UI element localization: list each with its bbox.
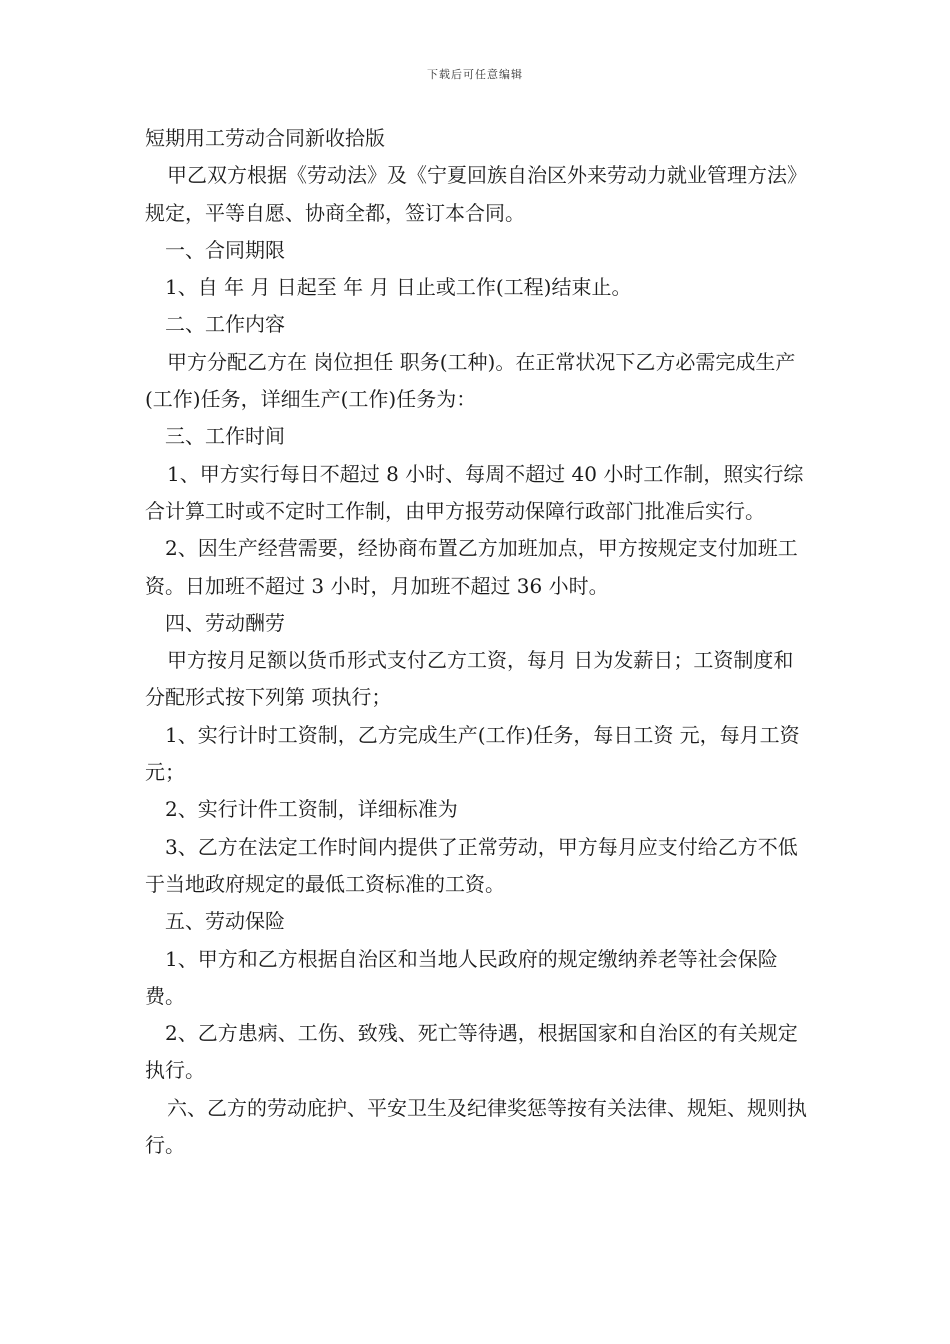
page-header-note: 下载后可任意编辑 (427, 68, 523, 81)
clause-4-3: 3、乙方在法定工作时间内提供了正常劳动，甲方每月应支付给乙方不低于当地政府规定的最低工资标准的工资。 (145, 834, 798, 896)
clause-5-1: 1、甲方和乙方根据自治区和当地人民政府的规定缴纳养老等社会保险费。 (145, 946, 778, 1008)
clause-4-1: 1、实行计时工资制，乙方完成生产(工作)任务，每日工资 元，每月工资 元； (145, 722, 800, 785)
section-heading-5: 五、劳动保险 (165, 909, 285, 934)
document-title: 短期用工劳动合同新收拾版 (145, 126, 385, 150)
section-heading-6: 六、乙方的劳动庇护、平安卫生及纪律奖惩等按有关法律、规矩、规则执行。 (145, 1095, 807, 1158)
clause-1-1: 1、自 年 月 日起至 年 月 日止或工作(工程)结束止。 (165, 275, 632, 300)
clause-5-2: 2、乙方患病、工伤、致残、死亡等待遇，根据国家和自治区的有关规定执行。 (145, 1021, 798, 1083)
clause-4-2: 2、实行计件工资制，详细标准为 (165, 797, 458, 822)
document-body (145, 120, 810, 1164)
section-heading-1: 一、合同期限 (165, 237, 285, 262)
section-heading-3: 三、工作时间 (165, 424, 285, 449)
paragraph-work-content: 甲方分配乙方在 岗位担任 职务(工种)。在正常状况下乙方必需完成生产(工作)任务，详细生产(工作)任务为： (145, 349, 796, 412)
section-heading-2: 二、工作内容 (165, 312, 285, 337)
section-heading-4: 四、劳动酬劳 (165, 610, 285, 635)
paragraph-pay: 甲方按月足额以货币形式支付乙方工资，每月 日为发薪日；工资制度和分配形式按下列第 项执行； (145, 648, 794, 710)
clause-3-1: 1、甲方实行每日不超过 8 小时、每周不超过 40 小时工作制，照实行综合计算工时或不定时工作制，由甲方报劳动保障行政部门批准后实行。 (145, 461, 804, 523)
clause-3-2: 2、因生产经营需要，经协商布置乙方加班加点，甲方按规定支付加班工资。日加班不超过 3 小时，月加班不超过 36 小时。 (145, 536, 798, 598)
paragraph-intro: 甲乙双方根据《劳动法》及《宁夏回族自治区外来劳动力就业管理方法》规定，平等自愿、协商全都，签订本合同。 (145, 163, 807, 225)
